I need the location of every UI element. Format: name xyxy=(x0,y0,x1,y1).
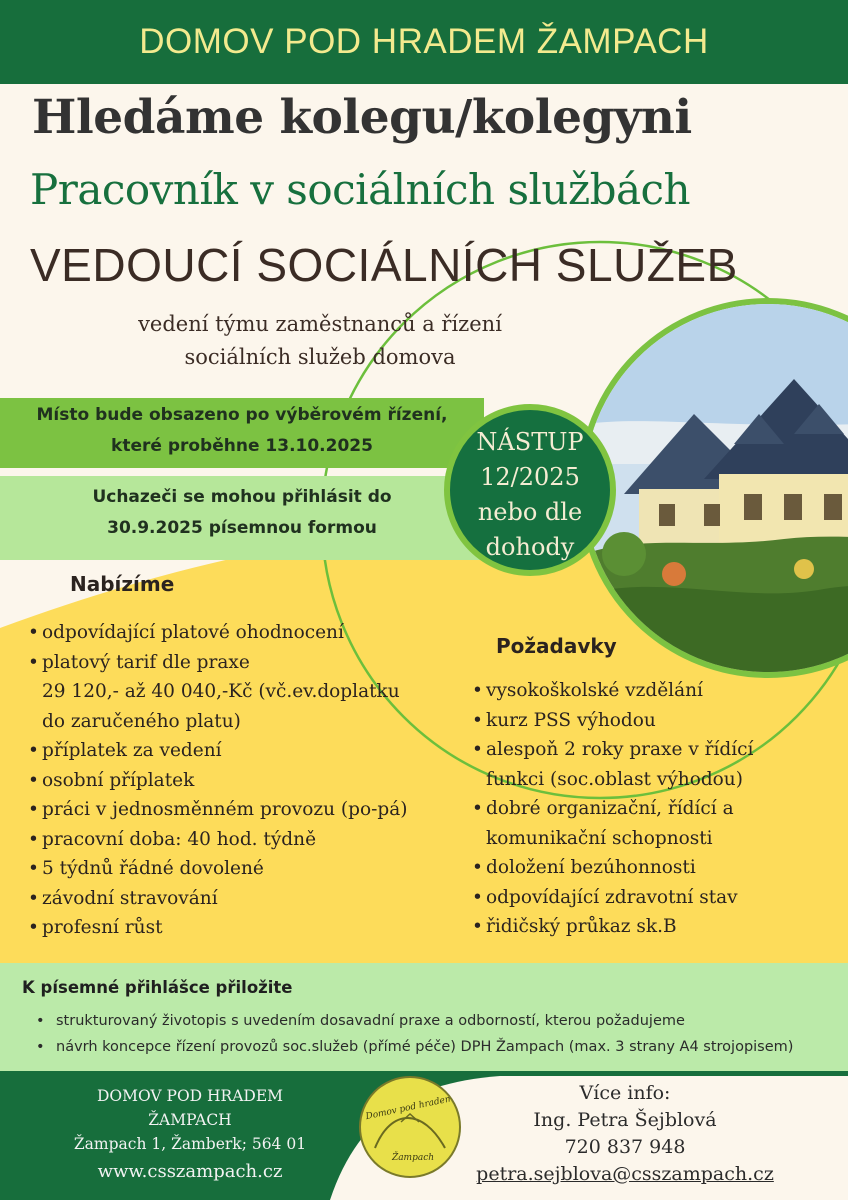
offers-list xyxy=(28,618,407,943)
list-item: • kurz PSS výhodou xyxy=(472,706,753,736)
position-description: vedení týmu zaměstnanců a řízení sociálních služeb domova xyxy=(138,312,502,369)
list-item: • vysokoškolské vzdělání xyxy=(472,676,753,706)
list-item: • strukturovaný životopis s uvedením dosavadní praxe a odborností, kterou požadujeme xyxy=(36,1008,793,1034)
selection-band: Místo bude obsazeno po výběrovém řízení, které proběhne 13.10.2025 xyxy=(0,398,484,468)
list-item: • odpovídající zdravotní stav xyxy=(472,883,753,913)
list-item: • odpovídající platové ohodnocení xyxy=(28,618,407,648)
subheadline: Pracovník v sociálních službách xyxy=(30,165,691,214)
list-item: • 5 týdnů řádné dovolené xyxy=(28,854,407,884)
list-item-continuation: do zaručeného platu) xyxy=(42,710,241,732)
list-item-continuation: 29 120,- až 40 040,-Kč (vč.ev.doplatku xyxy=(42,681,400,702)
start-date-badge: NÁSTUP 12/2025 nebo dle dohody xyxy=(444,404,616,576)
list-item: • doložení bezúhonnosti xyxy=(472,853,753,883)
list-item: • profesní růst xyxy=(28,913,407,943)
contact-info: Více info: Ing. Petra Šejblová 720 837 948 petra.sejblova@csszampach.cz xyxy=(460,1080,790,1188)
list-item: • závodní stravování xyxy=(28,884,407,914)
footer-address: DOMOV POD HRADEM ŽAMPACH Žampach 1, Žamberk; 564 01 www.csszampach.cz xyxy=(60,1084,320,1184)
apply-band: Uchazeči se mohou přihlásit do 30.9.2025 písemnou formou xyxy=(0,476,484,560)
offers-heading: Nabízíme xyxy=(70,572,175,596)
logo-emblem xyxy=(361,1078,459,1176)
svg-text:Domov pod hradem: Domov pod hradem xyxy=(364,1093,455,1123)
list-item: • práci v jednosměnném provozu (po-pá) xyxy=(28,795,407,825)
list-item: • příplatek za vedení xyxy=(28,736,407,766)
list-item: • dobré organizační, řídící a xyxy=(472,794,753,824)
position-title: VEDOUCÍ SOCIÁLNÍCH SLUŽEB xyxy=(30,239,738,291)
website-link[interactable]: www.csszampach.cz xyxy=(97,1161,283,1182)
email-link[interactable]: petra.sejblova@csszampach.cz xyxy=(476,1163,774,1185)
requirements-list xyxy=(472,676,753,942)
list-item: • platový tarif dle praxe xyxy=(28,648,407,678)
list-item: • osobní příplatek xyxy=(28,766,407,796)
headline: Hledáme kolegu/kolegyni xyxy=(32,90,692,145)
list-item: • návrh koncepce řízení provozů soc.služeb (přímé péče) DPH Žampach (max. 3 strany A4 strojopisem) xyxy=(36,1034,793,1060)
list-item: • řidičský průkaz sk.B xyxy=(472,912,753,942)
org-title: DOMOV POD HRADEM ŽAMPACH xyxy=(139,22,709,61)
requirements-heading: Požadavky xyxy=(496,634,617,658)
org-logo xyxy=(359,1076,461,1178)
list-item: • pracovní doba: 40 hod. týdně xyxy=(28,825,407,855)
list-item: • alespoň 2 roky praxe v řídící xyxy=(472,735,753,765)
attachments-list xyxy=(36,1008,793,1060)
list-item-continuation: komunikační schopnosti xyxy=(486,827,713,849)
svg-text:Žampach: Žampach xyxy=(391,1153,435,1163)
attachments-heading: K písemné přihlášce přiložite xyxy=(22,978,293,997)
list-item-continuation: funkci (soc.oblast výhodou) xyxy=(486,768,743,790)
